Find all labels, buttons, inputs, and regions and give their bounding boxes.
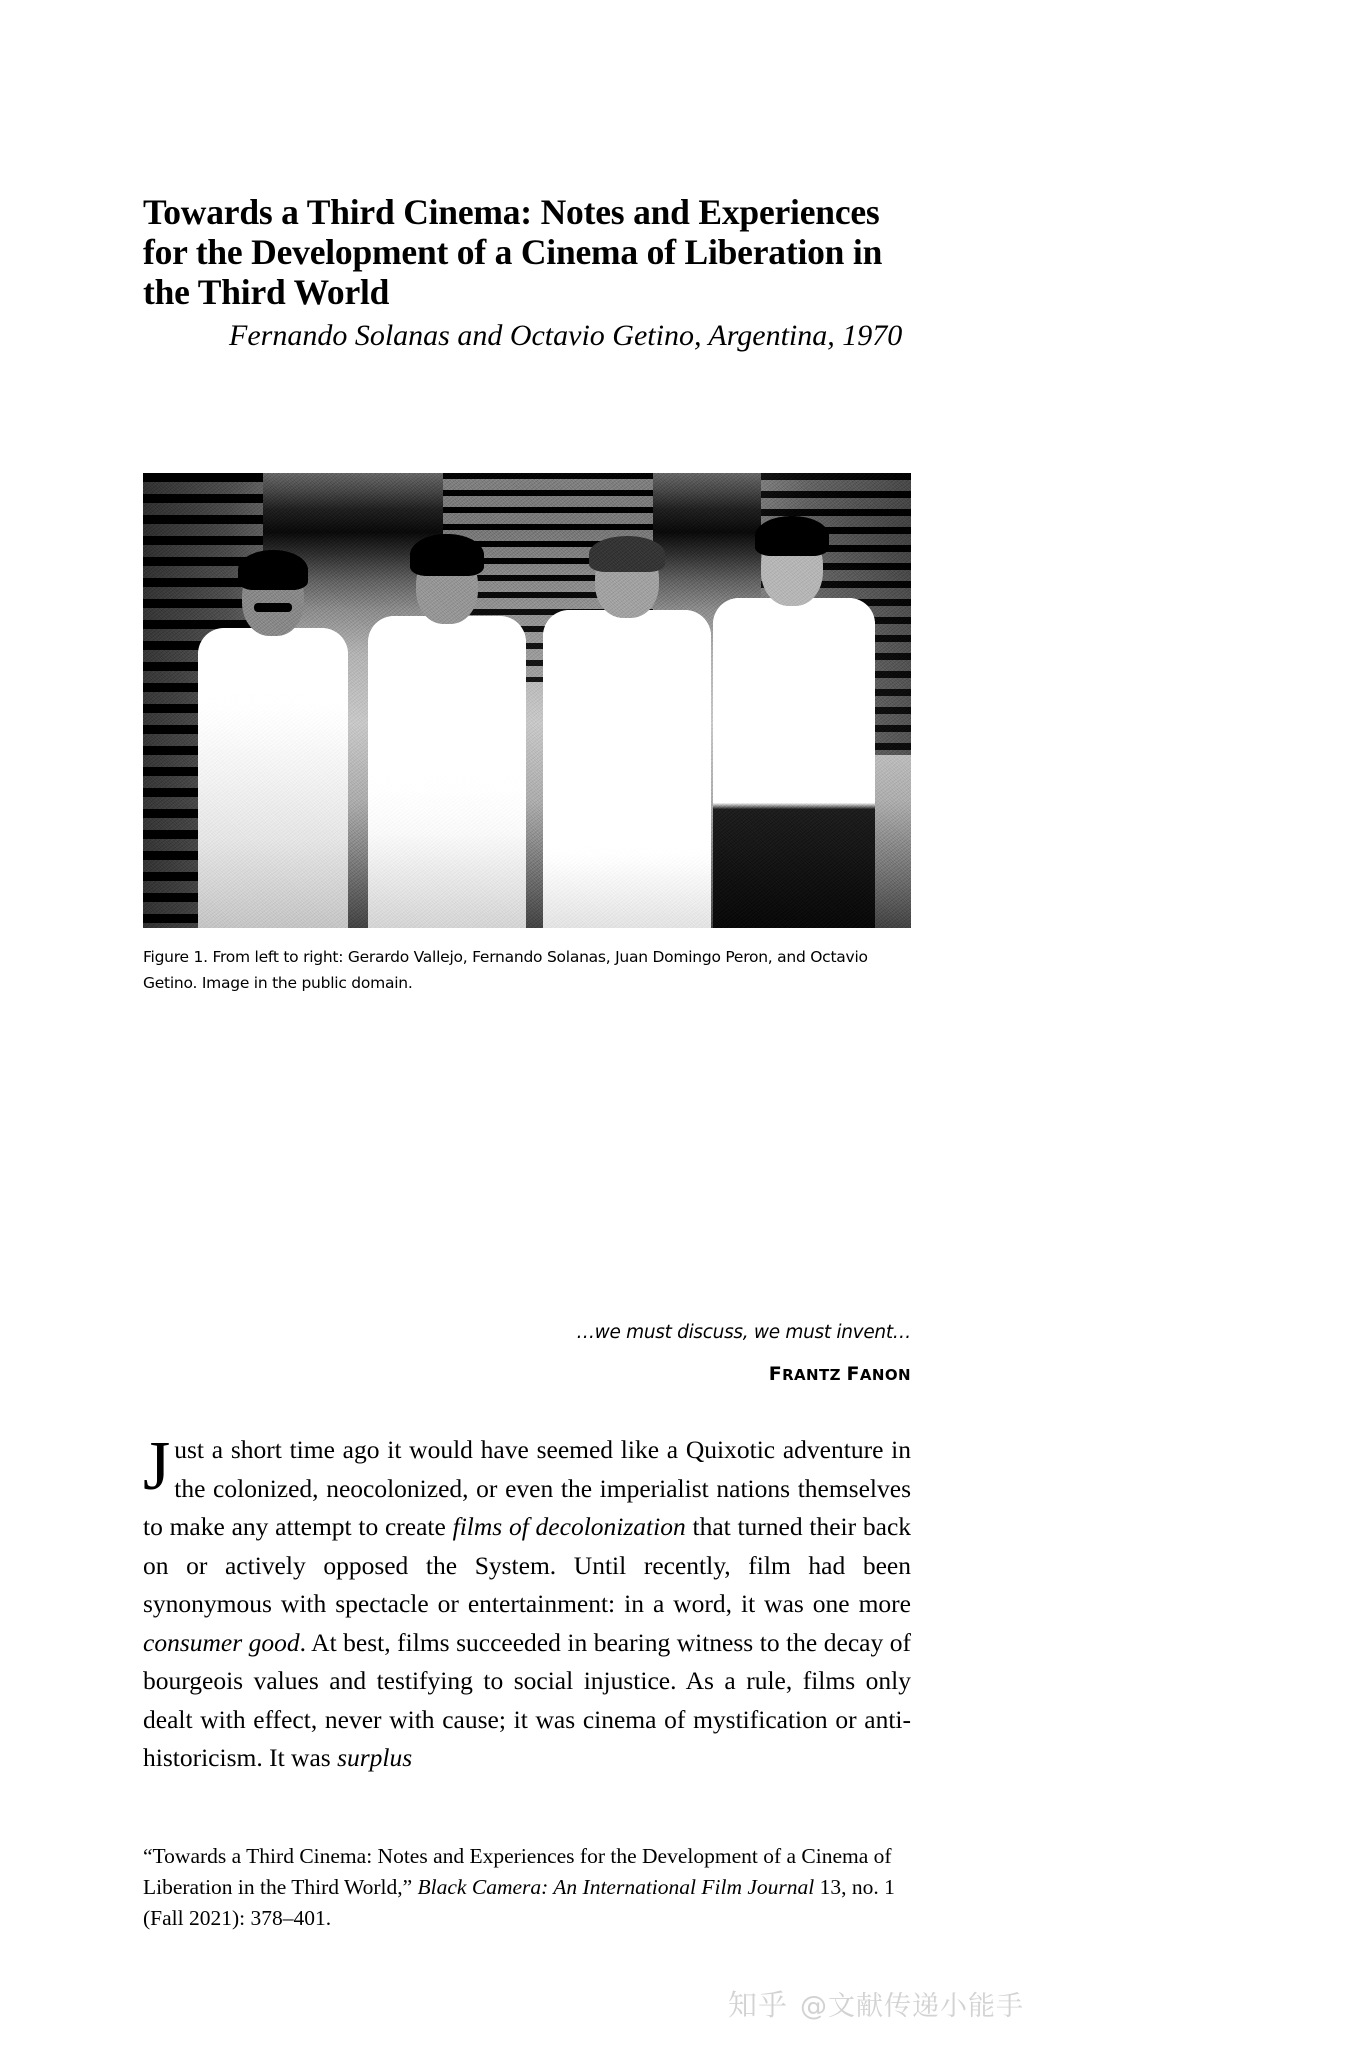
- figure-image: [143, 473, 911, 928]
- opening-paragraph: [143, 1428, 912, 1778]
- title-block: [143, 192, 923, 356]
- photo-halftone-grain: [143, 473, 911, 928]
- body-text-block: [143, 1428, 912, 1778]
- source-footnote: [143, 1841, 911, 1934]
- epigraph-quote: …we must discuss, we must invent…: [576, 1322, 911, 1343]
- epigraph-attribution: [143, 1363, 911, 1385]
- drop-cap: J: [143, 1428, 171, 1505]
- attribution-rest-frantz: RANTZ: [782, 1366, 847, 1384]
- author-byline: Fernando Solanas and Octavio Getino, Argentina, 1970: [229, 319, 903, 352]
- footnote-part-2: 13, no. 1 (Fall 2021): 378–401.: [143, 1875, 895, 1930]
- figure-caption: Figure 1. From left to right: Gerardo Vallejo, Fernando Solanas, Juan Domingo Peron, and Octavio Getino. Image in the public domain.: [143, 948, 868, 992]
- zhihu-handle: @文献传递小能手: [800, 1991, 1025, 2022]
- page-title: Towards a Third Cinema: Notes and Experiences for the Development of a Cinema of Liberation in the Third World: [143, 192, 883, 312]
- footnote-part-1: “Towards a Third Cinema: Notes and Experiences for the Development of a Cinema of Liberation in the Third World,”: [143, 1844, 892, 1899]
- attribution-rest-fanon: ANON: [859, 1366, 911, 1384]
- body-italic-films-of-decolonization: films of decolonization: [452, 1512, 686, 1541]
- attribution-initial-f2: F: [846, 1363, 860, 1385]
- footnote-journal-title: Black Camera: An International Film Journal: [417, 1875, 815, 1899]
- figure-1: [143, 473, 911, 996]
- body-part-1: ust a short time ago it would have seemed like a Quixotic adventure in the colonized, neocolonized, or even the imperialist nations themselves to make any attempt to create: [143, 1435, 911, 1541]
- body-part-2: that turned their back on or actively opposed the System. Until recently, film had been synonymous with spectacle or entertainment: in a word, it was one more: [143, 1512, 912, 1618]
- attribution-initial-f1: F: [768, 1363, 783, 1385]
- body-italic-consumer-good: consumer good: [143, 1627, 300, 1657]
- zhihu-logo: 知乎: [728, 1988, 789, 2022]
- body-italic-surplus: surplus: [337, 1743, 413, 1772]
- epigraph-block: [143, 1320, 911, 1385]
- zhihu-watermark: [728, 1983, 1024, 2024]
- body-part-3: . At best, films succeeded in bearing witness to the decay of bourgeois values and testifying to social injustice. As a rule, films only dealt with effect, never with cause; it was cinema of mystification or anti-historicism. It was: [143, 1627, 911, 1772]
